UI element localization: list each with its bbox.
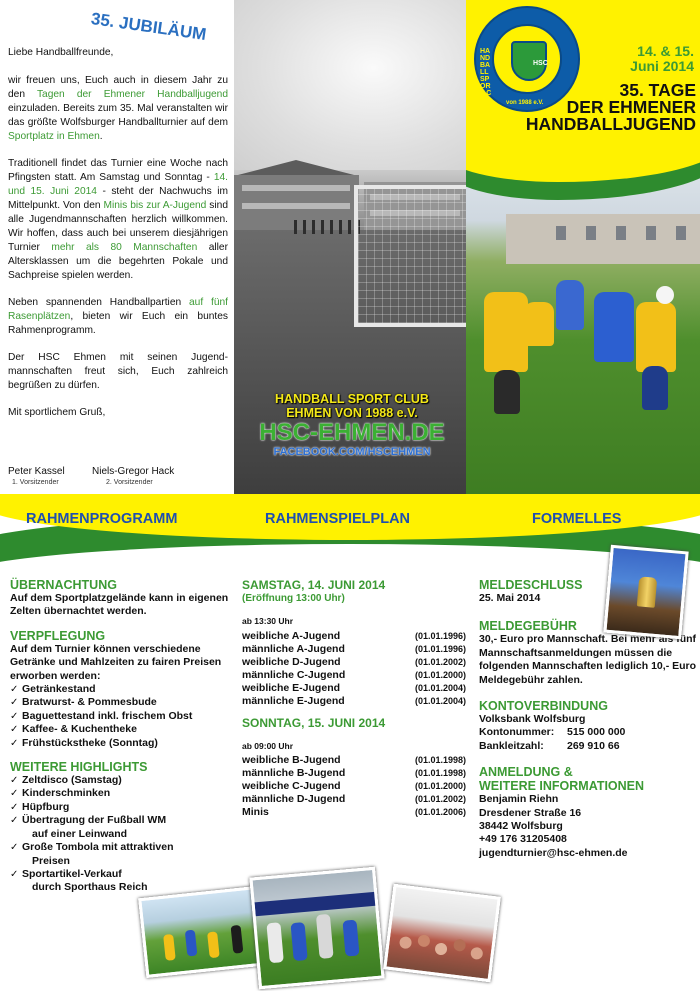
club-website-link[interactable]: HSC-EHMEN.DE — [259, 419, 445, 446]
logo-abbr: HSC — [533, 60, 548, 67]
logo-ring-text: HANDBALL SPORT CLUB EHMEN — [480, 48, 492, 125]
signature-2 — [92, 466, 174, 488]
saturday-start-time: ab 13:30 Uhr — [242, 616, 294, 627]
tent-crowd-photo — [383, 884, 501, 983]
letter-closing: Mit sportlichem Gruß, — [8, 407, 106, 418]
list-item: ✓ Hüpfburg — [10, 801, 234, 814]
table-row: weibliche C-Jugend (01.01.2000) — [242, 780, 466, 793]
welcome-letter — [0, 0, 234, 494]
signature-1 — [8, 466, 65, 488]
club-name: HANDBALL SPORT CLUB — [275, 392, 429, 406]
meldegebuehr-text: 30,- Euro pro Mannschaft. Bei mehr als fünf Mannschaftsanmeldungen müssen die folgenden Mannschaften lediglich 10,- Euro Meldegebühr zahlen. — [479, 633, 697, 686]
kids-playing-photo — [466, 152, 700, 494]
jubilee-heading: 35. JUBILÄUM — [89, 9, 208, 45]
saturday-opening: (Eröffnung 13:00 Uhr) — [242, 593, 345, 604]
section-banner — [0, 494, 700, 564]
list-item: ✓ Zeltdisco (Samstag) — [10, 774, 234, 787]
banner-rahmenspielplan: RAHMENSPIELPLAN — [265, 511, 411, 527]
event-title: 35. TAGE DER EHMENER HANDBALLJUGEND — [525, 80, 696, 134]
signature-2-name: Niels-Gregor Hack — [92, 466, 175, 477]
meldeschluss-title: MELDESCHLUSS — [479, 578, 583, 592]
trophy-photo — [603, 545, 688, 639]
table-row: männliche C-Jugend (01.01.2000) — [242, 668, 466, 681]
bank-code: Bankleitzahl: 269 910 66 — [479, 739, 620, 752]
anmeldung-title: ANMELDUNG & WEITERE INFORMATIONEN — [479, 765, 645, 794]
event-dates: 14. & 15. Juni 2014 — [630, 43, 694, 74]
signature-1-name: Peter Kassel — [8, 466, 65, 477]
letter-paragraph-4: Der HSC Ehmen mit seinen Jugend-mannschaften freut sich, Euch zahlreich begrüßen zu dürfen. — [8, 352, 228, 391]
table-row: männliche B-Jugend (01.01.1998) — [242, 767, 466, 780]
kids-handball-photo — [249, 867, 384, 990]
verpflegung-text: Auf dem Turnier können verschiedene Getränke und Mahlzeiten zu fairen Preisen erworben werden: — [10, 642, 222, 682]
saturday-groups — [242, 630, 472, 708]
letter-greeting: Liebe Handballfreunde, — [8, 47, 114, 58]
banner-formelles: FORMELLES — [532, 511, 622, 527]
club-founding: EHMEN VON 1988 e.V. — [286, 406, 418, 420]
bank-name: Volksbank Wolfsburg — [479, 713, 586, 726]
letter-paragraph-3: Neben spannenden Handballpartien auf fünf Rasenplätzen, bieten wir Euch ein buntes Rahmenprogramm. — [8, 297, 228, 336]
list-item: ✓ Getränkestand — [10, 683, 234, 696]
contact-phone[interactable]: +49 176 31205408 — [479, 833, 567, 846]
verpflegung-list — [10, 683, 234, 750]
sunday-start-time: ab 09:00 Uhr — [242, 740, 294, 751]
signature-2-role: 2. Vorsitzender — [106, 479, 153, 486]
sunday-title: SONNTAG, 15. JUNI 2014 — [242, 715, 386, 730]
signature-1-role: 1. Vorsitzender — [12, 479, 59, 486]
table-row: weibliche E-Jugend (01.01.2004) — [242, 681, 466, 694]
list-item: ✓ Baguettestand inkl. frischem Obst — [10, 710, 234, 723]
club-info — [238, 393, 466, 459]
list-item: ✓ Bratwurst- & Pommesbude — [10, 696, 234, 709]
table-row: männliche E-Jugend (01.01.2004) — [242, 694, 466, 707]
banner-rahmenprogramm: RAHMENPROGRAMM — [26, 511, 178, 527]
uebernachtung-text: Auf dem Sportplatzgelände kann in eigenen Zelten übernachtet werden. — [10, 592, 229, 618]
sunday-groups — [242, 754, 472, 819]
verpflegung-title: VERPFLEGUNG — [10, 628, 106, 643]
table-row: weibliche A-Jugend (01.01.1996) — [242, 629, 466, 642]
meldeschluss-date: 25. Mai 2014 — [479, 592, 541, 604]
uebernachtung-title: ÜBERNACHTUNG — [10, 578, 117, 592]
club-facebook-link[interactable]: FACEBOOK.COM/HSCEHMEN — [273, 446, 431, 458]
contact-city: 38442 Wolfsburg — [479, 820, 563, 833]
account-number: Kontonummer: 515 000 000 — [479, 726, 626, 739]
meldegebuehr-title: MELDEGEBÜHR — [479, 619, 577, 634]
saturday-title: SAMSTAG, 14. JUNI 2014 — [242, 578, 386, 592]
contact-email-link[interactable]: jugendturnier@hsc-ehmen.de — [479, 846, 628, 859]
highlights-list — [10, 774, 234, 895]
list-item: ✓ Große Tombola mit attraktiven Preisen — [10, 841, 234, 868]
rahmenprogramm-column — [10, 578, 234, 895]
contact-name: Benjamin Riehn — [479, 793, 559, 806]
list-item: ✓ Frühstückstheke (Sonntag) — [10, 737, 234, 750]
contact-street: Dresdener Straße 16 — [479, 806, 582, 819]
letter-paragraph-1: wir freuen uns, Euch auch in diesem Jahr zu den Tagen der Ehmener Handballjugend einzuladen. Bereits zum 35. Mal veranstalten wir das größte Wolfsburger Handballturnier auf dem Sportplatz in Ehmen. — [8, 75, 228, 142]
highlights-title: WEITERE HIGHLIGHTS — [10, 760, 148, 775]
table-row: männliche A-Jugend (01.01.1996) — [242, 642, 466, 655]
kids-field-photo — [138, 886, 264, 978]
list-item: ✓ Kaffee- & Kuchentheke — [10, 723, 234, 736]
letter-paragraph-2: Traditionell findet das Turnier eine Woche nach Pfingsten statt. Am Samstag und Sonntag - 14. und 15. Juni 2014 - steht der Nachwuchs im Mittelpunkt. Von den Minis bis zur A-Jugend sind alle Jugendmannschaften herzlich willkommen. Wir hoffen, dass auch bei unserem diesjährigen Turnier mehr als 80 Mannschaften aller Altersklassen um die begehrten Pokale und Sachpreise spielen werden. — [8, 158, 228, 281]
list-item: ✓ Übertragung der Fußball WM auf einer Leinwand — [10, 814, 234, 841]
table-row: weibliche D-Jugend (01.01.2002) — [242, 655, 466, 668]
table-row: weibliche B-Jugend (01.01.1998) — [242, 754, 466, 767]
table-row: männliche D-Jugend (01.01.2002) — [242, 793, 466, 806]
spielplan-column — [242, 578, 472, 819]
list-item: ✓ Sportartikel-Verkauf durch Sporthaus Reich — [10, 868, 234, 895]
kontoverbindung-title: KONTOVERBINDUNG — [479, 699, 608, 714]
logo-ring-bottom: von 1988 e.V. — [506, 100, 544, 106]
list-item: ✓ Kinderschminken — [10, 787, 234, 800]
table-row: Minis (01.01.2006) — [242, 806, 466, 819]
